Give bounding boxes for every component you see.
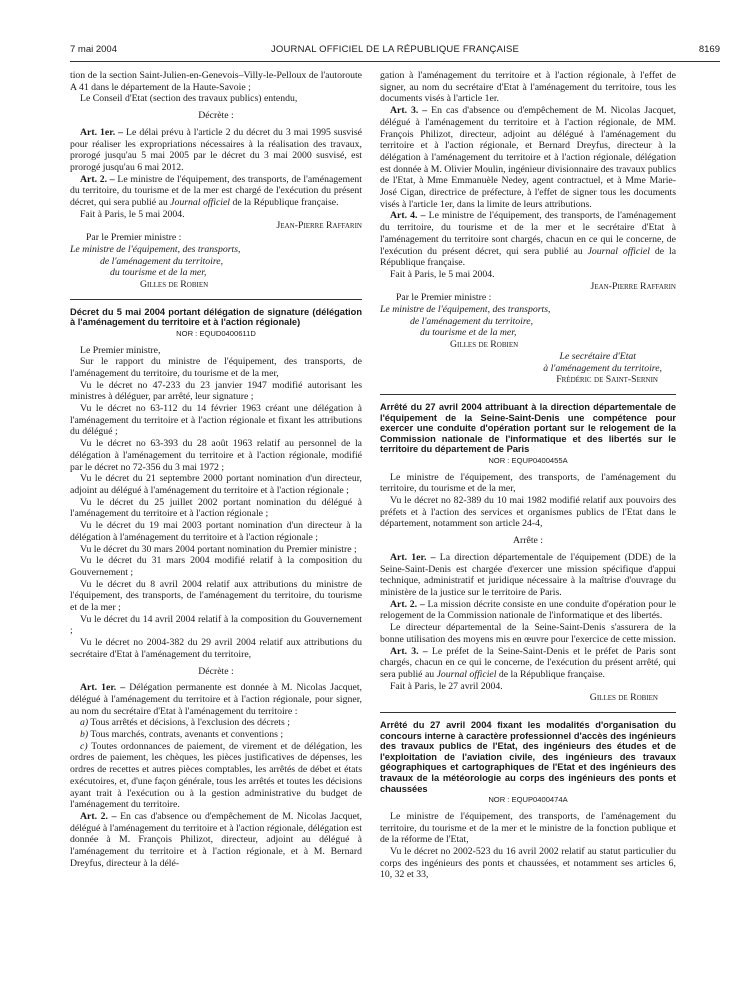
nor-reference: NOR : EQUP0400455A <box>488 455 568 465</box>
article-label: Art. 1er. – <box>390 551 436 563</box>
article-label: Art. 1er. – <box>80 126 124 138</box>
fait-a-paris: Fait à Paris, le 27 avril 2004. <box>390 680 503 692</box>
list-item <box>70 717 362 729</box>
article-text: La direction départementale de l'équipement (DDE) de la Seine-Saint-Denis est chargée d'exercer une mission spécifique d'appui technique, administratif et juridique nécessaire à la maîtrise d'ouvrage du ministère de la justice sur le territoire de Paris. <box>380 551 676 598</box>
decrete-heading: Décrète : <box>198 110 234 122</box>
paragraph: Vu le décret no 2004-382 du 29 avril 2004 relatif aux attributions du secrétaire d'Etat à l'aménagement du territoire, <box>70 637 362 660</box>
list-item <box>70 741 362 811</box>
signature: Jean-Pierre Raffarin <box>590 280 676 292</box>
header-rule <box>70 61 720 62</box>
signature: Gilles de Robien <box>140 278 209 290</box>
list-marker: c) <box>80 740 88 752</box>
minister-line: Le ministre de l'équipement, des transports, <box>70 243 241 255</box>
article-label: Art. 3. – <box>390 645 428 657</box>
right-column <box>380 70 676 881</box>
paragraph: Le Premier ministre, <box>80 344 161 356</box>
signature: Jean-Pierre Raffarin <box>276 220 362 232</box>
header-page-number: 8169 <box>698 44 720 55</box>
paragraph: Vu le décret du 19 mai 2003 portant nomination d'un directeur à la délégation à l'aménagement du territoire et à l'action régionale ; <box>70 520 362 543</box>
par-le-premier-ministre: Par le Premier ministre : <box>396 292 492 304</box>
secretary-line: à l'aménagement du territoire, <box>543 362 662 374</box>
nor-reference: NOR : EQUD0400611D <box>176 328 256 338</box>
journal-officiel-ref: Journal officiel <box>170 197 231 209</box>
decrete-heading: Décrète : <box>198 665 234 677</box>
list-text: Toutes ordonnances de paiement, de virement et de délégation, les ordres de paiement, les chèques, les pièces justificatives de dépenses, les ordres de recettes et autres pièces comptables, les arrêtés de débet et états exécutoires, et, d'une façon générale, tous les arrêtés et toutes les décisions ayant trait à l'exécution ou à la gestion administrative du budget de l'aménagement du territoire. <box>70 740 362 811</box>
list-marker: b) <box>80 729 89 741</box>
article-label: Art. 2. – <box>80 173 115 185</box>
secretary-line: Le secrétaire d'Etat <box>559 350 636 362</box>
article-text: de la République française. <box>232 197 339 209</box>
paragraph: Vu le décret du 21 septembre 2000 portant nomination d'un directeur, adjoint au délégué à l'aménagement du territoire et à l'action régionale ; <box>70 473 362 496</box>
article-4 <box>380 210 676 269</box>
signature: Frédéric de Saint-Sernin <box>556 374 658 386</box>
arrete-title: Arrêté du 27 avril 2004 attribuant à la direction départementale de l'équipement de la Seine-Saint-Denis une compétence pour exercer une conduite d'opération portant sur le relogement de la Commission nationale de l'informatique et des libertés sur le territoire du département de Paris <box>380 401 676 455</box>
article-1 <box>70 682 362 717</box>
article-text: En cas d'absence ou d'empêchement de M. Nicolas Jacquet, délégué à l'aménagement du territoire et à l'action régionale, délégation est donnée à M. François Philizot, directeur, adjoint au délégué à l'aménagement du territoire et à l'action régionale, et à M. Bernard Dreyfus, directeur à la délé- <box>70 810 362 869</box>
signature: Gilles de Robien <box>589 692 658 704</box>
paragraph: Le directeur départemental de la Seine-Saint-Denis s'assurera de la bonne utilisation des moyens mis en œuvre pour l'exercice de cette mission. <box>380 622 676 645</box>
article-text: La mission décrite consiste en une conduite d'opération pour le relogement de la Commission nationale de l'informatique et des libertés. <box>380 598 676 622</box>
minister-line: de l'aménagement du territoire, <box>100 255 224 267</box>
paragraph: Vu le décret du 14 avril 2004 relatif à la composition du Gouvernement ; <box>70 613 362 637</box>
list-item <box>70 729 362 741</box>
fait-a-paris: Fait à Paris, le 5 mai 2004. <box>390 268 495 280</box>
minister-line: Le ministre de l'équipement, des transports, <box>380 304 551 316</box>
header-date: 7 mai 2004 <box>70 44 118 55</box>
article-3 <box>380 646 676 681</box>
article-label: Art. 3. – <box>390 105 428 117</box>
minister-line: du tourisme et de la mer, <box>110 267 207 279</box>
article-1 <box>380 552 676 599</box>
article-2 <box>70 174 362 209</box>
article-text: de la République française. <box>380 245 677 269</box>
paragraph: Vu le décret du 31 mars 2004 modifié relatif à la composition du Gouvernement ; <box>70 555 362 578</box>
paragraph: Vu le décret no 2002-523 du 16 avril 2002 relatif au statut particulier du corps des ingénieurs des ponts et chaussées, et notamment ses articles 6, 10, 32 et 33, <box>380 845 676 881</box>
article-text: Délégation permanente est donnée à M. Nicolas Jacquet, délégué à l'aménagement du territoire et à l'action régionale, pour signer, au nom du secrétaire d'Etat à l'aménagement du territoire : <box>70 682 362 717</box>
list-marker: a) <box>80 717 89 729</box>
article-text: Le ministre de l'équipement, des transports, de l'aménagement du territoire, du tourisme et de la mer est chargé de l'exécution du présent décret, qui sera publié au <box>70 173 362 209</box>
paragraph: Le ministre de l'équipement, des transports, de l'aménagement du territoire, du tourisme et de la mer et le ministre de la fonction publique et de la réforme de l'Etat, <box>380 810 676 846</box>
paragraph: Vu le décret no 82-389 du 10 mai 1982 modifié relatif aux pouvoirs des préfets et à l'action des services et organismes publics de l'Etat dans le département, notamment son article 24-4, <box>380 495 676 530</box>
paragraph: Vu le décret du 30 mars 2004 portant nomination du Premier ministre ; <box>80 543 357 555</box>
paragraph: Sur le rapport du ministre de l'équipement, des transports, de l'aménagement du territoire, du tourisme et de la mer, <box>70 356 362 379</box>
article-3 <box>380 105 676 210</box>
article-label: Art. 2. – <box>80 810 117 822</box>
nor-reference: NOR : EQUP0400474A <box>488 795 568 805</box>
paragraph: Le ministre de l'équipement, des transports, de l'aménagement du territoire, du tourisme et de la mer, <box>380 471 676 495</box>
article-text: de la République française. <box>498 668 605 680</box>
paragraph: Le Conseil d'Etat (section des travaux publics) entendu, <box>80 93 298 105</box>
list-text: Tous marchés, contrats, avenants et conventions ; <box>90 729 284 741</box>
left-column <box>70 70 362 869</box>
article-label: Art. 1er. – <box>80 682 126 694</box>
fait-a-paris: Fait à Paris, le 5 mai 2004. <box>80 208 185 220</box>
signature: Gilles de Robien <box>450 339 519 351</box>
decree-title: Décret du 5 mai 2004 portant délégation de signature (délégation à l'aménagement du territoire et à l'action régionale) <box>70 306 362 328</box>
arrete-title: Arrêté du 27 avril 2004 fixant les modalités d'organisation du concours interne à caractère professionnel d'accès des ingénieurs des travaux publics de l'Etat, des ingénieurs des études et de l'exploitation de l'aviation civile, des ingénieurs des travaux géographiques et cartographiques de l'Etat et des ingénieurs des travaux de la météorologie au corps des ingénieurs des ponts et chaussées <box>380 720 676 794</box>
section-rule <box>70 299 362 300</box>
page-header <box>70 44 720 60</box>
journal-officiel-ref: Journal officiel <box>587 245 650 257</box>
paragraph: Vu le décret du 8 avril 2004 relatif aux attributions du ministre de l'équipement, des transports, de l'aménagement du territoire, du tourisme et de la mer ; <box>70 578 362 614</box>
list-text: Tous arrêtés et décisions, à l'exclusion des décrets ; <box>90 717 290 729</box>
article-1 <box>70 127 362 174</box>
journal-officiel-ref: Journal officiel <box>436 668 497 680</box>
paragraph: Vu le décret no 63-112 du 14 février 1963 créant une délégation à l'aménagement du territoire et à l'action régionale et fixant les attributions du délégué ; <box>70 403 362 438</box>
minister-line: de l'aménagement du territoire, <box>410 315 534 327</box>
article-text: Le délai prévu à l'article 2 du décret du 3 mai 1995 susvisé pour réaliser les expropriations nécessaires à la réalisation des travaux, prorogé jusqu'au 5 mai 2005 par le décret du 3 mai 2000 susvisé, est prorogé jusqu'au 6 mai 2012. <box>70 126 363 173</box>
article-2 <box>70 811 362 870</box>
section-rule <box>380 712 676 713</box>
paragraph: tion de la section Saint-Julien-en-Genevois–Villy-le-Pelloux de l'autoroute A 41 dans le département de la Haute-Savoie ; <box>70 70 362 93</box>
paragraph: gation à l'aménagement du territoire et à l'action régionale, à l'effet de signer, au nom du secrétaire d'Etat à l'aménagement du territoire, tous les documents visés à l'article 1er. <box>380 70 676 105</box>
paragraph: Vu le décret no 63-393 du 28 août 1963 relatif au personnel de la délégation à l'aménagement du territoire et à l'action régionale, modifié par le décret no 72-356 du 3 mai 1972 ; <box>70 438 362 473</box>
article-2 <box>380 599 676 622</box>
article-text: Le préfet de la Seine-Saint-Denis et le préfet de Paris sont chargés, chacun en ce qui le concerne, de l'exécution du présent arrêté, qui sera publié au <box>380 645 676 680</box>
article-label: Art. 4. – <box>390 210 426 222</box>
header-journal-title: JOURNAL OFFICIEL DE LA RÉPUBLIQUE FRANÇAISE <box>270 44 520 55</box>
article-text: Le ministre de l'équipement, des transports, de l'aménagement du territoire, du tourisme et de la mer et le secrétaire d'Etat à l'aménagement du territoire sont chargés, chacun en ce qui le concerne, de l'exécution du présent décret, qui sera publié au <box>380 210 676 257</box>
minister-line: du tourisme et de la mer, <box>420 327 517 339</box>
article-text: En cas d'absence ou d'empêchement de M. Nicolas Jacquet, délégué à l'aménagement du territoire et à l'action régionale, de MM. François Philizot, directeur, adjoint au délégué à l'aménagement du territoire et à l'action régionale, et Bernard Dreyfus, directeur à la délégation à l'aménagement du territoire et à l'action régionale, délégation est donnée à M. Olivier Moulin, ingénieur divisionnaire des travaux publics de l'Etat, à Mme Emmanuèle Nedey, agent contractuel, et à Mme Marie-José Cigan, directrice de préfecture, à l'effet de signer tous les documents visés à l'article 1er, dans la limite de leurs attributions. <box>380 105 676 210</box>
arrete-heading: Arrête : <box>512 535 544 547</box>
article-label: Art. 2. – <box>390 598 425 610</box>
paragraph: Vu le décret du 25 juillet 2002 portant nomination du délégué à l'aménagement du territoire et à l'action régionale ; <box>70 496 362 520</box>
section-rule <box>380 394 676 395</box>
par-le-premier-ministre: Par le Premier ministre : <box>86 232 182 244</box>
paragraph: Vu le décret no 47-233 du 23 janvier 1947 modifié autorisant les ministres à déléguer, par arrêté, leur signature ; <box>70 379 362 403</box>
